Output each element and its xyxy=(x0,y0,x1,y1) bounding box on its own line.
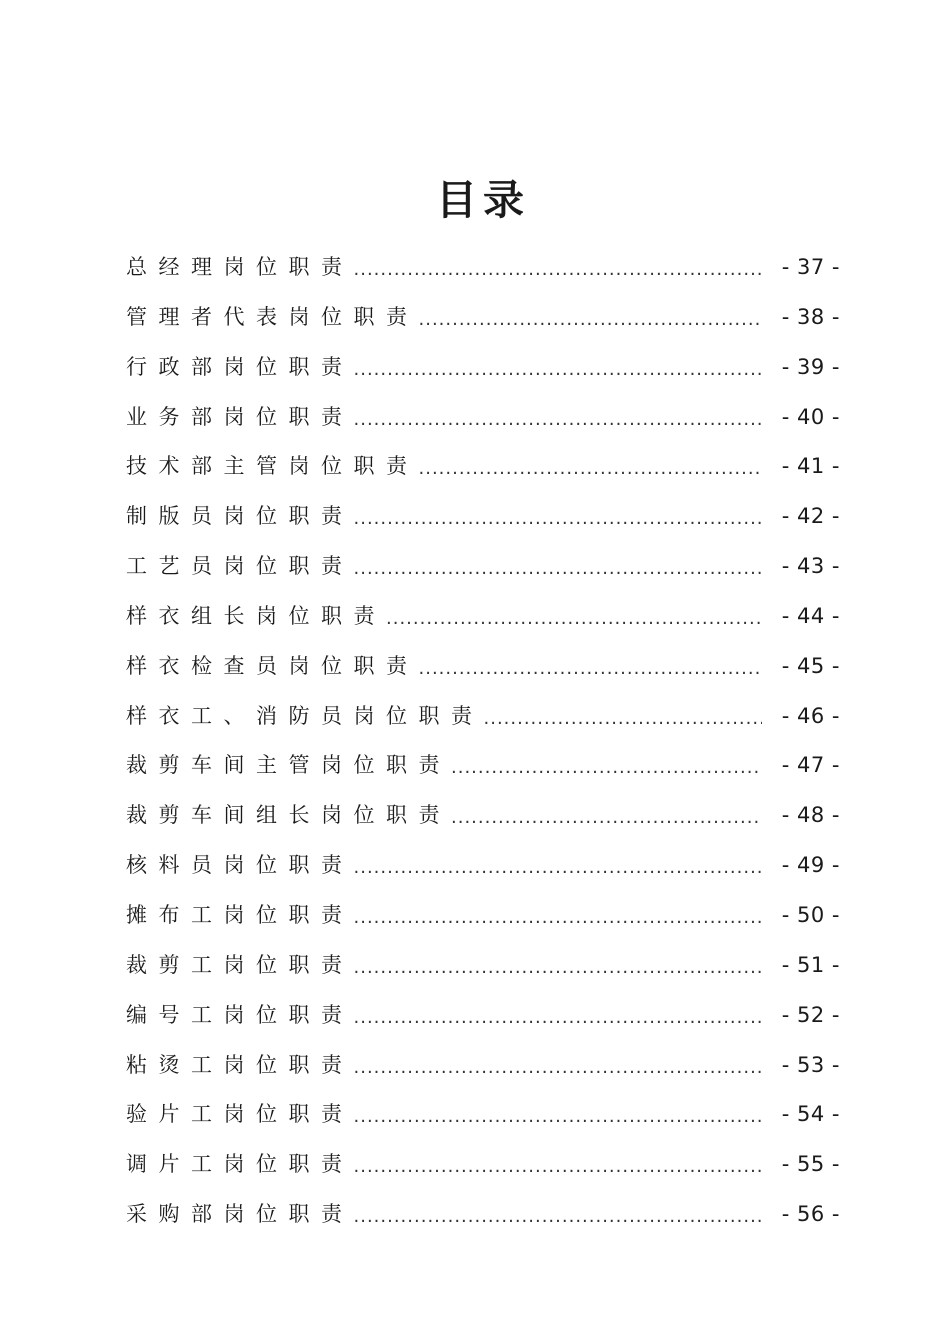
toc-entry[interactable] xyxy=(126,243,840,293)
toc-entry-page: - 43 - xyxy=(781,554,840,579)
toc-entry-page: - 51 - xyxy=(781,952,840,977)
toc-dot-leader xyxy=(354,395,763,445)
toc-entry-page: - 44 - xyxy=(781,603,840,628)
toc-entry-page: - 55 - xyxy=(781,1152,840,1177)
toc-entry-label: 调片工岗位职责 xyxy=(126,1152,354,1177)
toc-entry-label: 管理者代表岗位职责 xyxy=(126,304,419,329)
toc-entry-page: - 39 - xyxy=(781,354,840,379)
toc-entry-label: 核料员岗位职责 xyxy=(126,853,354,878)
toc-dot-leader xyxy=(354,843,763,893)
toc-dot-leader xyxy=(354,943,763,993)
toc-entry[interactable] xyxy=(126,891,840,941)
toc-entry[interactable] xyxy=(126,1140,840,1190)
toc-list xyxy=(126,243,840,1240)
toc-entry-page: - 56 - xyxy=(781,1202,840,1227)
toc-entry-label: 业务部岗位职责 xyxy=(126,404,354,429)
toc-dot-leader xyxy=(354,544,763,594)
toc-dot-leader xyxy=(484,694,763,744)
toc-dot-leader xyxy=(354,245,763,295)
toc-dot-leader xyxy=(451,793,762,843)
toc-entry[interactable] xyxy=(126,293,840,343)
toc-dot-leader xyxy=(354,893,763,943)
toc-entry-page: - 46 - xyxy=(781,703,840,728)
toc-dot-leader xyxy=(354,494,763,544)
toc-dot-leader xyxy=(419,295,763,345)
toc-entry[interactable] xyxy=(126,1190,840,1240)
toc-entry[interactable] xyxy=(126,492,840,542)
toc-entry[interactable] xyxy=(126,941,840,991)
toc-entry-page: - 47 - xyxy=(781,753,840,778)
toc-entry-page: - 38 - xyxy=(781,304,840,329)
toc-entry-label: 总经理岗位职责 xyxy=(126,255,354,279)
toc-dot-leader xyxy=(386,594,762,644)
toc-entry[interactable] xyxy=(126,791,840,841)
toc-dot-leader xyxy=(354,1142,763,1192)
toc-entry[interactable] xyxy=(126,393,840,443)
toc-entry-page: - 53 - xyxy=(781,1052,840,1077)
toc-dot-leader xyxy=(354,1092,763,1142)
toc-entry-label: 技术部主管岗位职责 xyxy=(126,454,419,479)
toc-entry[interactable] xyxy=(126,343,840,393)
toc-entry[interactable] xyxy=(126,692,840,742)
toc-entry-page: - 48 - xyxy=(781,803,840,828)
toc-entry-page: - 52 - xyxy=(781,1002,840,1027)
toc-entry-label: 样衣检查员岗位职责 xyxy=(126,653,419,678)
toc-entry-label: 摊布工岗位职责 xyxy=(126,902,354,927)
toc-dot-leader xyxy=(354,1043,763,1093)
toc-entry-label: 裁剪车间主管岗位职责 xyxy=(126,753,451,778)
toc-entry-page: - 37 - xyxy=(781,255,840,279)
toc-dot-leader xyxy=(354,1192,763,1242)
toc-entry[interactable] xyxy=(126,841,840,891)
toc-title: 目录 xyxy=(436,176,530,224)
toc-entry-page: - 42 - xyxy=(781,504,840,529)
toc-entry[interactable] xyxy=(126,642,840,692)
toc-entry-label: 裁剪车间组长岗位职责 xyxy=(126,803,451,828)
toc-entry-page: - 49 - xyxy=(781,853,840,878)
toc-dot-leader xyxy=(419,644,763,694)
toc-entry-page: - 41 - xyxy=(781,454,840,479)
toc-dot-leader xyxy=(419,444,763,494)
toc-entry[interactable] xyxy=(126,741,840,791)
toc-dot-leader xyxy=(354,345,763,395)
toc-entry-label: 样衣组长岗位职责 xyxy=(126,603,386,628)
toc-dot-leader xyxy=(451,743,762,793)
toc-entry-label: 裁剪工岗位职责 xyxy=(126,952,354,977)
toc-entry-label: 验片工岗位职责 xyxy=(126,1102,354,1127)
toc-entry[interactable] xyxy=(126,991,840,1041)
toc-entry-label: 样衣工、消防员岗位职责 xyxy=(126,703,484,728)
toc-entry-label: 行政部岗位职责 xyxy=(126,354,354,379)
toc-entry[interactable] xyxy=(126,1090,840,1140)
toc-entry-label: 采购部岗位职责 xyxy=(126,1202,354,1227)
toc-entry[interactable] xyxy=(126,1041,840,1091)
toc-entry[interactable] xyxy=(126,542,840,592)
toc-entry-label: 制版员岗位职责 xyxy=(126,504,354,529)
toc-entry-page: - 50 - xyxy=(781,902,840,927)
toc-entry-label: 粘烫工岗位职责 xyxy=(126,1052,354,1077)
toc-entry-label: 工艺员岗位职责 xyxy=(126,554,354,579)
toc-entry-page: - 54 - xyxy=(781,1102,840,1127)
toc-entry-page: - 40 - xyxy=(781,404,840,429)
toc-entry-page: - 45 - xyxy=(781,653,840,678)
toc-entry[interactable] xyxy=(126,442,840,492)
toc-entry[interactable] xyxy=(126,592,840,642)
toc-dot-leader xyxy=(354,993,763,1043)
toc-entry-label: 编号工岗位职责 xyxy=(126,1002,354,1027)
